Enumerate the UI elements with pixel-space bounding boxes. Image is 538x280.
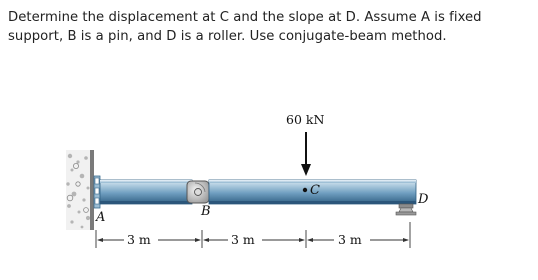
problem-line-1: Determine the displacement at C and the slope at D. Assume A is fixed [8, 10, 482, 25]
problem-line-2: support, B is a pin, and D is a roller. Use conjugate-beam method. [8, 29, 447, 44]
bolt [95, 198, 99, 204]
bolt [95, 178, 99, 184]
point-load-arrow [301, 132, 311, 176]
dimension-label-3: 3 m [338, 232, 362, 247]
label-c: C [310, 183, 320, 198]
load-label: 60 kN [286, 112, 325, 127]
point-c-dot [303, 188, 307, 192]
dimension-label-1: 3 m [127, 232, 151, 247]
pin-hinge-b [187, 181, 209, 203]
beam-segment-ab [100, 180, 192, 204]
label-d: D [418, 192, 429, 207]
label-b: B [201, 204, 211, 219]
label-a: A [96, 210, 106, 225]
dimension-label-2: 3 m [231, 232, 255, 247]
fixed-wall-support [66, 150, 94, 230]
bolt [95, 188, 99, 194]
roller-support-d [396, 204, 416, 215]
